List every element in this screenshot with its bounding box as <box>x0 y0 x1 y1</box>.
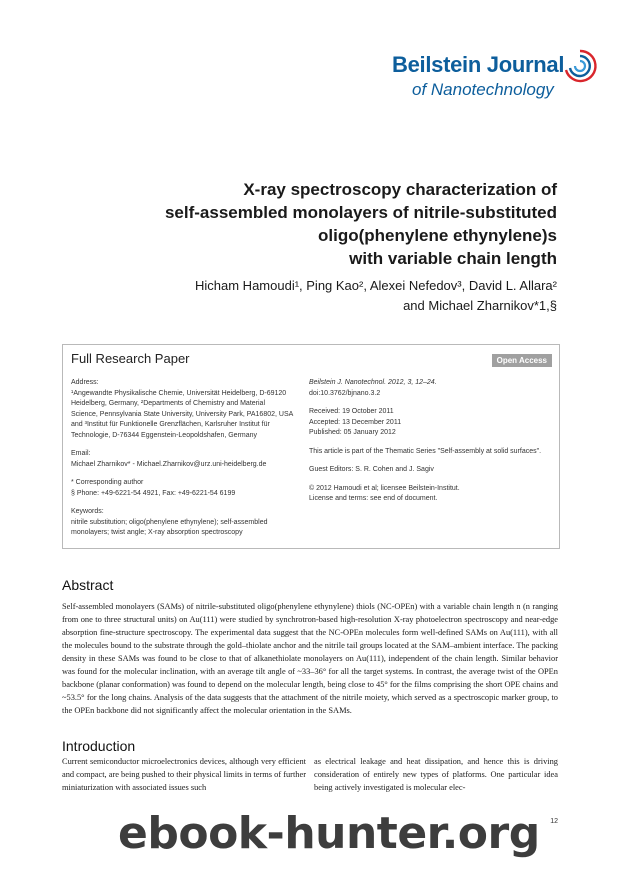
abstract-heading: Abstract <box>62 577 114 593</box>
received-date: Received: 19 October 2011 <box>309 408 394 415</box>
email-text[interactable]: Michael Zharnikov* - Michael.Zharnikov@urz.uni-heidelberg.de <box>71 460 267 468</box>
open-access-badge: Open Access <box>492 354 552 367</box>
email-label: Email: <box>71 450 91 457</box>
intro-right-column: as electrical leakage and heat dissipation, and hence this is driving consideration of entirely new types of platforms. One particular idea being actively investigated is molecular elec- <box>314 757 558 792</box>
doi-link[interactable]: doi:10.3762/bjnano.3.2 <box>309 389 381 397</box>
thematic-series: This article is part of the Thematic Series "Self-assembly at solid surfaces". <box>309 447 542 455</box>
phone-fax: § Phone: +49-6221-54 4921, Fax: +49-6221-54 6199 <box>71 489 236 497</box>
title-line: X-ray spectroscopy characterization of <box>243 180 557 199</box>
info-right-column <box>309 378 549 513</box>
license-note: License and terms: see end of document. <box>309 495 438 502</box>
citation: Beilstein J. Nanotechnol. 2012, 3, 12–24. <box>309 379 437 386</box>
title-line: with variable chain length <box>349 249 557 268</box>
keywords-text: nitrile substitution; oligo(phenylene ethynylene); self-assembled monolayers; twist angle; X-ray absorption spectroscopy <box>71 518 268 536</box>
watermark: ebook-hunter.org <box>118 808 540 859</box>
author-list <box>77 276 557 316</box>
accepted-date: Accepted: 13 December 2011 <box>309 418 402 426</box>
keywords-label: Keywords: <box>71 508 104 515</box>
title-line: oligo(phenylene ethynylene)s <box>318 226 557 245</box>
paper-type: Full Research Paper <box>71 351 190 366</box>
introduction-heading: Introduction <box>62 738 136 754</box>
page-number: 12 <box>550 818 558 825</box>
article-title <box>87 178 557 270</box>
journal-name-line1: Beilstein Journal <box>392 52 565 77</box>
guest-editors: Guest Editors: S. R. Cohen and J. Sagiv <box>309 466 434 473</box>
authors-line1: Hicham Hamoudi¹, Ping Kao², Alexei Nefedov³, David L. Allara² <box>195 278 557 293</box>
journal-name-line2: of Nanotechnology <box>412 80 554 99</box>
journal-swirl-icon <box>562 48 598 84</box>
info-left-column <box>71 378 293 547</box>
abstract-text: Self-assembled monolayers (SAMs) of nitrile-substituted oligo(phenylene ethynylene) thiols (NC-OPEn) with a variable chain length n (n ranging from one to three structural units) on Au(111) were studied by synchrotron-based high-resolution X-ray photoelectron spectroscopy and near-edge absorption fine-structure spectroscopy. The experimental data suggest that the NC-OPEn molecules form well-defined SAMs on Au(111), with all the molecules bound to the substrate through the gold–thiolate anchor and the nitrile tail groups located at the SAM–ambient interface. The packing density in these SAMs was found to be close to that of alkanethiolate monolayers on Au(111), independent of the chain length. Similar behavior was found for the molecular inclination, with an average tilt angle of ~33–36° for all the target systems. In contrast, the average twist of the OPEn backbone (planar conformation) was found to depend on the molecular length, being close to 45° for the films comprising the short OPE chains and ~53.5° for the long chains. Analysis of the data suggests that the attachment of the nitrile moiety, which served as a spectroscopic marker group, to the OPEn backbone did not significantly affect the molecular orientation in the SAMs. <box>62 602 558 715</box>
address-text: ¹Angewandte Physikalische Chemie, Universität Heidelberg, D-69120 Heidelberg, Germany, ²Departments of Chemistry and Material Science, Pennsylvania State University, University Park, PA16802, USA and ³Institut für Funktionelle Grenzflächen, Karlsruher Institut für Technologie, D-76344 Eggenstein-Leopoldshafen, Germany <box>71 389 293 439</box>
copyright: © 2012 Hamoudi et al; licensee Beilstein-Institut. <box>309 484 460 492</box>
article-info-box <box>62 344 560 549</box>
authors-line2: and Michael Zharnikov*1,§ <box>403 298 557 313</box>
address-label: Address: <box>71 379 99 386</box>
title-line: self-assembled monolayers of nitrile-substituted <box>164 203 557 222</box>
published-date: Published: 05 January 2012 <box>309 429 396 436</box>
corresponding-author: * Corresponding author <box>71 479 144 486</box>
intro-left-column: Current semiconductor microelectronics devices, although very efficient and compact, are being pushed to their physical limits in terms of further miniaturization with associated issues such <box>62 757 306 792</box>
journal-logo <box>392 52 592 114</box>
